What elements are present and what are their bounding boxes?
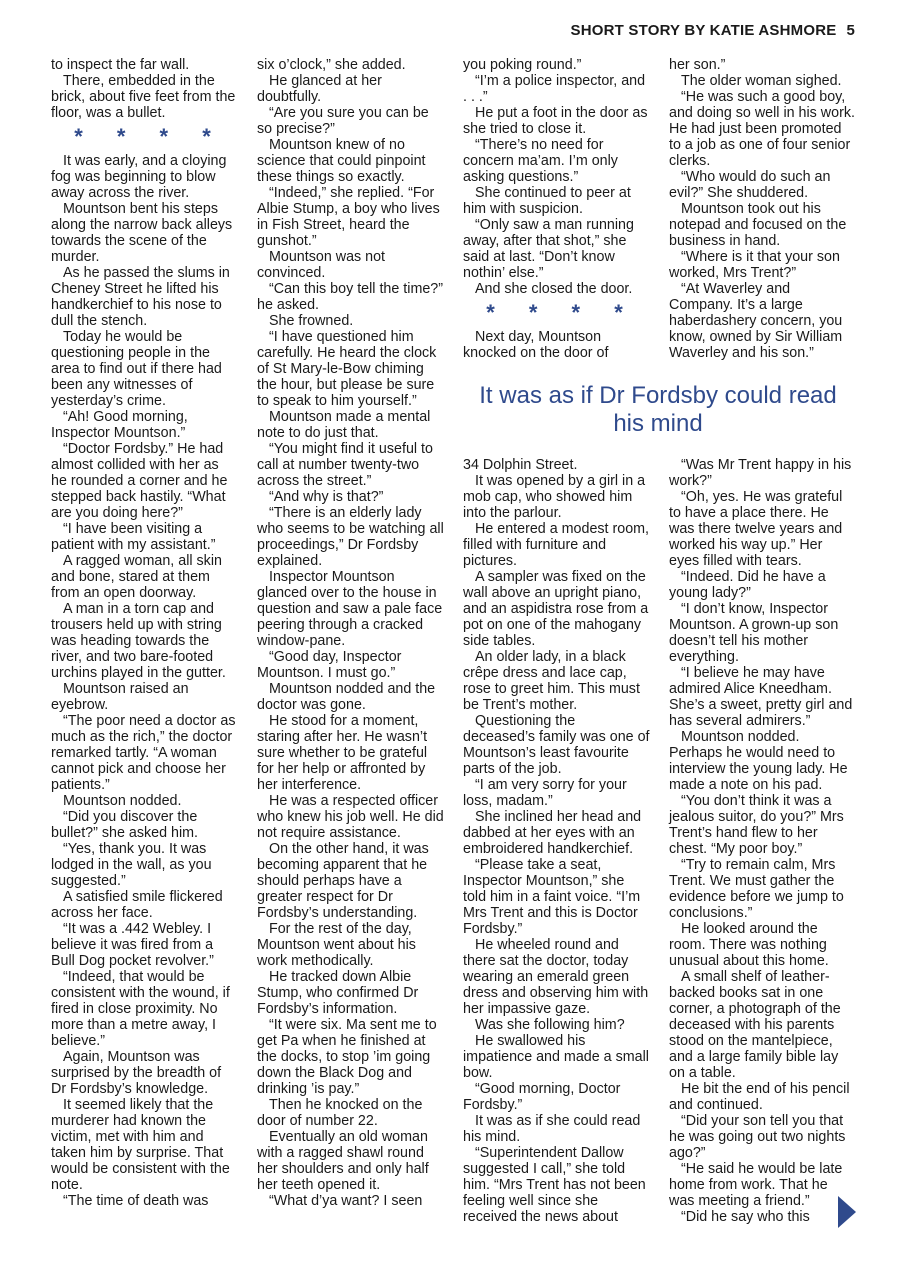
column-1: [51, 57, 238, 1209]
paragraph: “You might find it useful to call at number twenty-two across the street.”: [257, 441, 433, 489]
paragraph: “He was such a good boy, and doing so well in his work. He had just been promoted to a job as one of four senior clerks.: [669, 89, 855, 169]
paragraph: “I’m a police inspector, and . . .”: [463, 73, 646, 105]
paragraph: “Did your son tell you that he was going out two nights ago?”: [669, 1113, 846, 1161]
paragraph: “Superintendent Dallow suggested I call,” she told him. “Mrs Trent has not been feeling well since she received the news about: [463, 1145, 646, 1225]
paragraph: “Good morning, Doctor Fordsby.”: [463, 1081, 621, 1113]
paragraph: He swallowed his impatience and made a small bow.: [463, 1033, 649, 1081]
paragraph: “It was a .442 Webley. I believe it was fired from a Bull Dog pocket revolver.”: [51, 921, 214, 969]
section-separator: * * * *: [74, 124, 225, 149]
paragraph: “What d’ya want? I seen: [269, 1193, 423, 1209]
paragraph: Eventually an old woman with a ragged shawl round her shoulders and only half her teeth opened it.: [257, 1129, 429, 1193]
paragraph: He entered a modest room, filled with furniture and pictures.: [463, 521, 650, 569]
paragraph: She frowned.: [269, 313, 354, 329]
paragraph: Again, Mountson was surprised by the breadth of Dr Fordsby’s knowledge.: [51, 1049, 222, 1097]
paragraph: He looked around the room. There was nothing unusual about this home.: [669, 921, 829, 969]
paragraph: “Good day, Inspector Mountson. I must go.”: [257, 649, 402, 681]
paragraph: “Ah! Good morning, Inspector Mountson.”: [51, 409, 188, 441]
paragraph: Was she following him?: [475, 1017, 625, 1033]
paragraph: It was opened by a girl in a mob cap, who showed him into the parlour.: [463, 473, 646, 521]
paragraph: “Oh, yes. He was grateful to have a place there. He was there twelve years and worked his way up.” Her eyes filled with tears.: [669, 489, 843, 569]
paragraph: He tracked down Albie Stump, who confirmed Dr Fordsby’s information.: [257, 969, 419, 1017]
paragraph: “Did he say who this: [681, 1209, 810, 1225]
paragraph: “Yes, thank you. It was lodged in the wall, as you suggested.”: [51, 841, 212, 889]
paragraph: Inspector Mountson glanced over to the house in question and saw a pale face peering through a cracked window-pane.: [257, 569, 443, 649]
page-header: [571, 22, 855, 39]
paragraph: He put a foot in the door as she tried to close it.: [463, 105, 648, 137]
paragraph: “Who would do such an evil?” She shuddered.: [669, 169, 831, 201]
paragraph: Next day, Mountson knocked on the door of: [463, 329, 609, 361]
paragraph: He glanced at her doubtfully.: [257, 73, 382, 105]
paragraph: Then he knocked on the door of number 22.: [257, 1097, 423, 1129]
paragraph: “Try to remain calm, Mrs Trent. We must gather the evidence before we jump to conclusions.”: [669, 857, 844, 921]
paragraph: An older lady, in a black crêpe dress and lace cap, rose to greet him. This must be Trent’s mother.: [463, 649, 640, 713]
paragraph: “Please take a seat, Inspector Mountson,” she told him in a faint voice. “I’m Mrs Trent and this is Doctor Fordsby.”: [463, 857, 641, 937]
paragraph: “I don’t know, Inspector Mountson. A grown-up son doesn’t tell his mother everything.: [669, 601, 839, 665]
paragraph: She inclined her head and dabbed at her eyes with an embroidered handkerchief.: [463, 809, 642, 857]
column-4-bottom: [669, 457, 856, 1225]
paragraph: “Are you sure you can be so precise?”: [257, 105, 429, 137]
column-4-top: [669, 57, 856, 361]
paragraph: Today he would be questioning people in the area to find out if there had been any witnesses of yesterday’s crime.: [51, 329, 222, 409]
paragraph: “It were six. Ma sent me to get Pa when he finished at the docks, to stop ’im going down the Black Dog and drinking ’is pay.”: [257, 1017, 437, 1097]
column-3-bottom: [463, 457, 650, 1225]
paragraph: “Can this boy tell the time?” he asked.: [257, 281, 444, 313]
paragraph: “I believe he may have admired Alice Kneedham. She’s a sweet, pretty girl and has several admirers.”: [669, 665, 853, 729]
paragraph: Mountson knew of no science that could pinpoint these things so exactly.: [257, 137, 426, 185]
paragraph: “Where is it that your son worked, Mrs Trent?”: [669, 249, 840, 281]
paragraph: A small shelf of leather-backed books sat in one corner, a photograph of the deceased with his parents stood on the mantelpiece, and a large family bible lay on a table.: [669, 969, 841, 1081]
paragraph: Questioning the deceased’s family was one of Mountson’s least favourite parts of the job.: [463, 713, 650, 777]
paragraph: “Indeed,” she replied. “For Albie Stump, a boy who lives in Fish Street, heard the gunshot.”: [257, 185, 440, 249]
paragraph: On the other hand, it was becoming apparent that he should perhaps have a greater respect for Dr Fordsby’s understanding.: [257, 841, 429, 921]
paragraph: He bit the end of his pencil and continued.: [669, 1081, 850, 1113]
paragraph: It seemed likely that the murderer had known the victim, met with him and taken him by surprise. That would be consistent with the note.: [51, 1097, 230, 1193]
paragraph: “I have questioned him carefully. He heard the clock of St Mary-le-Bow chiming the hour, but please be sure to speak to him yourself.”: [257, 329, 437, 409]
paragraph: Mountson was not convinced.: [257, 249, 386, 281]
page-number: 5: [846, 22, 855, 39]
paragraph: “There is an elderly lady who seems to be watching all proceedings,” Dr Fordsby explained.: [257, 505, 444, 569]
paragraph: Mountson made a mental note to do just that.: [257, 409, 431, 441]
paragraph: Mountson took out his notepad and focused on the business in hand.: [669, 201, 847, 249]
paragraph: to inspect the far wall.: [51, 57, 190, 73]
paragraph: “Indeed, that would be consistent with the wound, if fired in close proximity. No more than a metre away, I believe.”: [51, 969, 230, 1049]
paragraph: Mountson nodded.: [63, 793, 182, 809]
paragraph: A satisfied smile flickered across her face.: [51, 889, 223, 921]
running-title: SHORT STORY BY KATIE ASHMORE: [570, 22, 837, 39]
section-separator: * * * *: [486, 300, 637, 325]
paragraph: “Was Mr Trent happy in his work?”: [669, 457, 852, 489]
paragraph: “There’s no need for concern ma’am. I’m only asking questions.”: [463, 137, 618, 185]
paragraph: you poking round.”: [463, 57, 582, 73]
paragraph: her son.”: [669, 57, 726, 73]
column-2: [257, 57, 444, 1209]
paragraph: A sampler was fixed on the wall above an upright piano, and an aspidistra rose from a pot on one of the mahogany side tables.: [463, 569, 649, 649]
paragraph: She continued to peer at him with suspicion.: [463, 185, 631, 217]
paragraph: “Only saw a man running away, after that shot,” she said at last. “Don’t know nothin’ else.”: [463, 217, 634, 281]
paragraph: A man in a torn cap and trousers held up with string was heading towards the river, and two bare-footed urchins played in the gutter.: [51, 601, 226, 681]
paragraph: Mountson bent his steps along the narrow back alleys towards the scene of the murder.: [51, 201, 233, 265]
paragraph: For the rest of the day, Mountson went about his work methodically.: [257, 921, 416, 969]
paragraph: six o’clock,” she added.: [257, 57, 406, 73]
paragraph: He stood for a moment, staring after her. He wasn’t sure whether to be grateful for her help or affronted by her interference.: [257, 713, 428, 793]
paragraph: Mountson raised an eyebrow.: [51, 681, 189, 713]
paragraph: “Doctor Fordsby.” He had almost collided with her as he rounded a corner and he stepped back hastily. “What are you doing here?”: [51, 441, 228, 521]
paragraph: “At Waverley and Company. It’s a large haberdashery concern, you know, owned by Sir William Waverley and his son.”: [669, 281, 843, 361]
paragraph: “The poor need a doctor as much as the rich,” the doctor remarked tartly. “A woman cannot pick and choose her patients.”: [51, 713, 236, 793]
pull-quote: It was as if Dr Fordsby could read his mind: [479, 382, 837, 437]
paragraph: “He said he would be late home from work. That he was meeting a friend.”: [669, 1161, 843, 1209]
paragraph: “I have been visiting a patient with my assistant.”: [51, 521, 216, 553]
paragraph: As he passed the slums in Cheney Street he lifted his handkerchief to his nose to dull the stench.: [51, 265, 230, 329]
paragraph: He was a respected officer who knew his job well. He did not require assistance.: [257, 793, 444, 841]
paragraph: “And why is that?”: [269, 489, 384, 505]
paragraph: A ragged woman, all skin and bone, stared at them from an open doorway.: [51, 553, 222, 601]
paragraph: “You don’t think it was a jealous suitor, do you?” Mrs Trent’s hand flew to her chest. “My poor boy.”: [669, 793, 844, 857]
paragraph: “Indeed. Did he have a young lady?”: [669, 569, 826, 601]
triangle-right-icon[interactable]: [836, 1196, 856, 1228]
paragraph: He wheeled round and there sat the doctor, today wearing an emerald green dress and observing him with her impassive gaze.: [463, 937, 649, 1017]
paragraph: And she closed the door.: [475, 281, 633, 297]
paragraph: 34 Dolphin Street.: [463, 457, 578, 473]
paragraph: It was as if she could read his mind.: [463, 1113, 641, 1145]
paragraph: Mountson nodded and the doctor was gone.: [257, 681, 436, 713]
paragraph: The older woman sighed.: [681, 73, 842, 89]
paragraph: “I am very sorry for your loss, madam.”: [463, 777, 627, 809]
paragraph: “Did you discover the bullet?” she asked him.: [51, 809, 199, 841]
paragraph: “The time of death was: [63, 1193, 209, 1209]
paragraph: It was early, and a cloying fog was beginning to blow away across the river.: [51, 153, 227, 201]
paragraph: There, embedded in the brick, about five feet from the floor, was a bullet.: [51, 73, 236, 121]
paragraph: Mountson nodded. Perhaps he would need to interview the young lady. He made a note on his pad.: [669, 729, 848, 793]
column-3-top: [463, 57, 650, 361]
